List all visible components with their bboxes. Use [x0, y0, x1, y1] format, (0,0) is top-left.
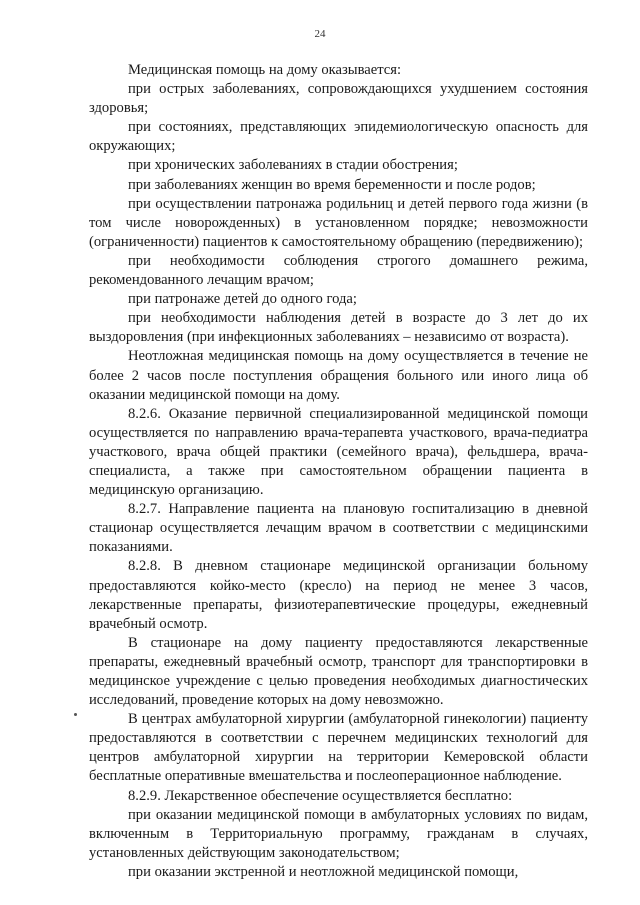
paragraph: 8.2.6. Оказание первичной специализированной медицинской помощи осуществляется по направлению врача-терапевта участкового, врача-педиатра участкового, врача общей практики (семейного врача), фельдшера, врача-специалиста, а также при самостоятельном обращении пациента в медицинскую организацию. — [89, 405, 588, 499]
paragraph: при заболеваниях женщин во время беременности и после родов; — [128, 176, 536, 193]
paragraph: при оказании медицинской помощи в амбулаторных условиях по видам, включенным в Территориальную программу, гражданам в случаях, установленных действующим законодательством; — [89, 806, 588, 861]
paragraph: 8.2.9. Лекарственное обеспечение осуществляется бесплатно: — [128, 787, 513, 804]
paragraph: при острых заболеваниях, сопровождающихся ухудшением состояния здоровья; — [89, 81, 588, 117]
paragraph: Медицинская помощь на дому оказывается: — [128, 62, 402, 78]
paragraph: В центрах амбулаторной хирургии (амбулаторной гинекологии) пациенту предоставляются в соответствии с перечнем медицинских технологий для центров амбулаторной хирургии на территории Кемеровской области бесплатные оперативные вмешательства и послеоперационное наблюдение. — [89, 711, 588, 785]
paragraph: при осуществлении патронажа родильниц и детей первого года жизни (в том числе новорожденных) в установленном порядке; невозможности (ограниченности) пациентов к самостоятельному обращению (передвижению); — [89, 195, 588, 250]
paragraph: при патронаже детей до одного года; — [128, 291, 357, 308]
paragraph: 8.2.7. Направление пациента на плановую госпитализацию в дневной стационар осуществляется лечащим врачом в соответствии с медицинскими показаниями. — [89, 501, 588, 556]
page-number: 24 — [314, 28, 326, 40]
paragraph: при необходимости наблюдения детей в возрасте до 3 лет до их выздоровления (при инфекционных заболеваниях – независимо от возраста). — [89, 310, 588, 346]
paragraph: при хронических заболеваниях в стадии обострения; — [128, 157, 458, 174]
document-body — [89, 61, 588, 882]
paragraph: при оказании экстренной и неотложной медицинской помощи, — [128, 863, 519, 880]
paragraph: при необходимости соблюдения строгого домашнего режима, рекомендованного лечащим врачом; — [89, 252, 588, 289]
paragraph: при состояниях, представляющих эпидемиологическую опасность для окружающих; — [89, 119, 588, 155]
paragraph: В стационаре на дому пациенту предоставляются лекарственные препараты, ежедневный врачебный осмотр, транспорт для транспортировки в медицинское учреждение с целью проведения необходимых диагностических исследований, проведение которых на дому невозможно. — [89, 634, 588, 709]
paragraph: 8.2.8. В дневном стационаре медицинской организации больному предоставляются койко-место (кресло) на период не менее 3 часов, лекарственные препараты, физиотерапевтические процедуры, ежедневный врачебный осмотр. — [89, 558, 588, 632]
scan-speck — [74, 713, 77, 716]
paragraph: Неотложная медицинская помощь на дому осуществляется в течение не более 2 часов после поступления обращения больного или иного лица об оказании медицинской помощи на дому. — [89, 348, 588, 403]
